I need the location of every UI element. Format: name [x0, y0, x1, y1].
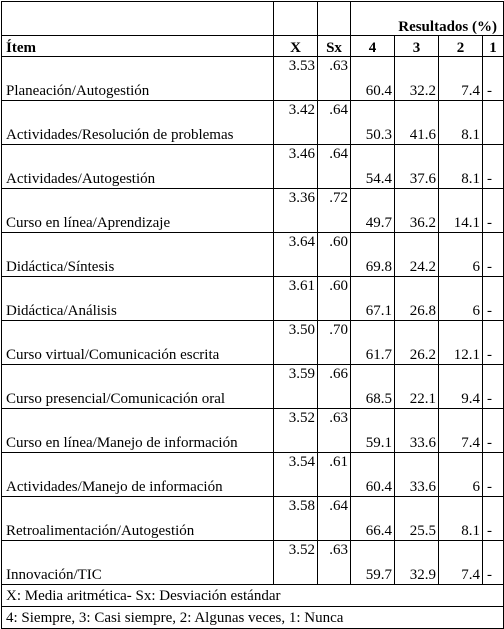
cell-percent-1: - — [483, 277, 504, 321]
cell-percent-3: 26.8 — [395, 277, 439, 321]
header-empty-cell — [2, 2, 274, 36]
cell-percent-2: 8.1 — [439, 497, 483, 541]
cell-mean: 3.46 — [274, 145, 318, 189]
cell-item: Actividades/Manejo de información — [2, 453, 274, 497]
table-row — [2, 365, 504, 409]
cell-item: Curso en línea/Aprendizaje — [2, 189, 274, 233]
cell-percent-2: 7.4 — [439, 409, 483, 453]
cell-percent-2: 6 — [439, 277, 483, 321]
cell-percent-1: - — [483, 409, 504, 453]
cell-percent-1: - — [483, 453, 504, 497]
cell-percent-4: 60.4 — [351, 57, 395, 101]
cell-percent-2: 14.1 — [439, 189, 483, 233]
table-note: 4: Siempre, 3: Casi siempre, 2: Algunas veces, 1: Nunca — [2, 607, 504, 629]
cell-percent-4: 66.4 — [351, 497, 395, 541]
cell-mean: 3.42 — [274, 101, 318, 145]
cell-item: Actividades/Autogestión — [2, 145, 274, 189]
cell-item: Innovación/TIC — [2, 541, 274, 585]
cell-item: Planeación/Autogestión — [2, 57, 274, 101]
cell-mean: 3.54 — [274, 453, 318, 497]
cell-percent-4: 50.3 — [351, 101, 395, 145]
cell-std-dev: .60 — [318, 277, 351, 321]
column-header-1: 1 — [483, 36, 504, 57]
cell-percent-4: 60.4 — [351, 453, 395, 497]
cell-std-dev: .64 — [318, 145, 351, 189]
cell-item: Curso en línea/Manejo de información — [2, 409, 274, 453]
cell-percent-1: - — [483, 233, 504, 277]
cell-percent-2: 7.4 — [439, 57, 483, 101]
cell-item: Retroalimentación/Autogestión — [2, 497, 274, 541]
cell-percent-3: 26.2 — [395, 321, 439, 365]
results-header: Resultados (%) — [351, 2, 504, 36]
table-note-row — [2, 585, 504, 607]
column-header-sx: Sx — [318, 36, 351, 57]
column-header-4: 4 — [351, 36, 395, 57]
cell-std-dev: .60 — [318, 233, 351, 277]
cell-percent-4: 54.4 — [351, 145, 395, 189]
cell-percent-3: 22.1 — [395, 365, 439, 409]
header-empty-cell — [318, 2, 351, 36]
cell-percent-2: 6 — [439, 453, 483, 497]
table-row — [2, 145, 504, 189]
cell-percent-1: - — [483, 321, 504, 365]
header-row — [2, 36, 504, 57]
cell-percent-4: 69.8 — [351, 233, 395, 277]
cell-percent-4: 68.5 — [351, 365, 395, 409]
cell-percent-3: 32.2 — [395, 57, 439, 101]
cell-percent-2: 8.1 — [439, 101, 483, 145]
table-row — [2, 541, 504, 585]
cell-std-dev: .61 — [318, 453, 351, 497]
cell-percent-1 — [483, 101, 504, 145]
cell-percent-4: 67.1 — [351, 277, 395, 321]
table-row — [2, 409, 504, 453]
cell-mean: 3.61 — [274, 277, 318, 321]
cell-percent-4: 59.7 — [351, 541, 395, 585]
cell-std-dev: .63 — [318, 541, 351, 585]
results-table — [1, 1, 504, 629]
cell-std-dev: .70 — [318, 321, 351, 365]
cell-percent-1: - — [483, 541, 504, 585]
cell-std-dev: .72 — [318, 189, 351, 233]
column-header-2: 2 — [439, 36, 483, 57]
table-note-row — [2, 607, 504, 629]
cell-percent-3: 32.9 — [395, 541, 439, 585]
cell-percent-2: 7.4 — [439, 541, 483, 585]
cell-percent-2: 12.1 — [439, 321, 483, 365]
cell-std-dev: .64 — [318, 101, 351, 145]
table-row — [2, 321, 504, 365]
table-row — [2, 101, 504, 145]
table-row — [2, 453, 504, 497]
cell-percent-3: 25.5 — [395, 497, 439, 541]
cell-mean: 3.64 — [274, 233, 318, 277]
header-empty-cell — [274, 2, 318, 36]
cell-percent-1: - — [483, 365, 504, 409]
header-row-top — [2, 2, 504, 36]
cell-percent-2: 9.4 — [439, 365, 483, 409]
cell-percent-1: - — [483, 497, 504, 541]
cell-mean: 3.52 — [274, 409, 318, 453]
cell-item: Curso presencial/Comunicación oral — [2, 365, 274, 409]
column-header-item: Ítem — [2, 36, 274, 57]
cell-item: Didáctica/Síntesis — [2, 233, 274, 277]
table-row — [2, 497, 504, 541]
cell-std-dev: .63 — [318, 409, 351, 453]
table-body — [2, 2, 504, 629]
cell-item: Didáctica/Análisis — [2, 277, 274, 321]
cell-mean: 3.52 — [274, 541, 318, 585]
cell-std-dev: .63 — [318, 57, 351, 101]
cell-percent-2: 8.1 — [439, 145, 483, 189]
table-row — [2, 189, 504, 233]
cell-mean: 3.59 — [274, 365, 318, 409]
cell-mean: 3.58 — [274, 497, 318, 541]
cell-mean: 3.53 — [274, 57, 318, 101]
cell-std-dev: .66 — [318, 365, 351, 409]
cell-percent-3: 24.2 — [395, 233, 439, 277]
cell-percent-4: 59.1 — [351, 409, 395, 453]
cell-percent-3: 33.6 — [395, 409, 439, 453]
cell-item: Actividades/Resolución de problemas — [2, 101, 274, 145]
cell-percent-4: 49.7 — [351, 189, 395, 233]
cell-percent-1: - — [483, 57, 504, 101]
cell-percent-2: 6 — [439, 233, 483, 277]
cell-mean: 3.50 — [274, 321, 318, 365]
cell-mean: 3.36 — [274, 189, 318, 233]
cell-percent-3: 41.6 — [395, 101, 439, 145]
column-header-x: X — [274, 36, 318, 57]
cell-percent-1: - — [483, 145, 504, 189]
cell-std-dev: .64 — [318, 497, 351, 541]
cell-percent-3: 33.6 — [395, 453, 439, 497]
cell-percent-3: 36.2 — [395, 189, 439, 233]
cell-percent-3: 37.6 — [395, 145, 439, 189]
cell-percent-1: - — [483, 189, 504, 233]
table-row — [2, 277, 504, 321]
column-header-3: 3 — [395, 36, 439, 57]
table-row — [2, 233, 504, 277]
table-row — [2, 57, 504, 101]
table-note: X: Media aritmética- Sx: Desviación estándar — [2, 585, 504, 607]
cell-item: Curso virtual/Comunicación escrita — [2, 321, 274, 365]
cell-percent-4: 61.7 — [351, 321, 395, 365]
